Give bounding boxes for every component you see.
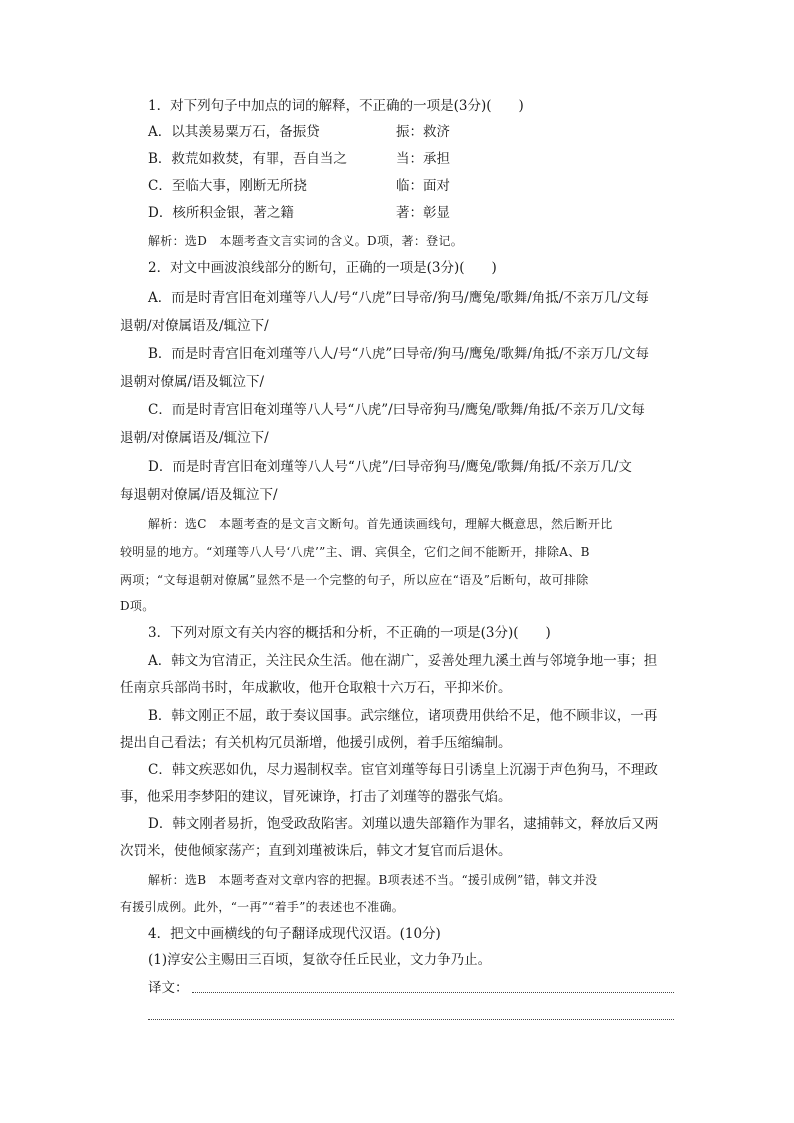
q2-option-c-line2: 退朝/对僚属语及/辄泣下/ — [120, 430, 269, 446]
q3-option-d-line2: 次罚米，使他倾家荡产；直到刘瑾被诛后，韩文才复官而后退休。 — [120, 843, 512, 859]
answer-line-2[interactable] — [148, 1019, 674, 1020]
q2-option-d-line2: 每退朝对僚属/语及辄泣下/ — [120, 487, 278, 503]
q2-explanation-line3: 两项；“文每退朝对僚属”显然不是一个完整的句子，所以应在“语及”后断句，故可排除 — [120, 573, 589, 587]
q1-stem: 1．对下列句子中加点的词的解释，不正确的一项是(3分)( ) — [148, 98, 524, 114]
q1-explanation: 解析：选D 本题考查文言实词的含义。D项，著：登记。 — [148, 234, 464, 248]
q3-option-c-line2: 事，他采用李梦阳的建议，冒死谏诤，打击了刘瑾等的嚣张气焰。 — [120, 789, 512, 805]
q3-explanation-line2: 有援引成例。此外，“一再”“着手”的表述也不准确。 — [120, 900, 405, 914]
q1-option-a-gloss: 振：救济 — [396, 124, 450, 140]
q2-option-b-line2: 退朝对僚属/语及辄泣下/ — [120, 374, 265, 390]
q2-option-a-line1: A．而是时青宫旧奄刘瑾等八人/号“八虎”曰导帝/狗马/鹰兔/歌舞/角抵/不亲万几/文每 — [148, 290, 649, 306]
q3-option-d-line1: D．韩文刚者易折，饱受政敌陷害。刘瑾以遗失部籍作为罪名，逮捕韩文，释放后又两 — [148, 816, 659, 832]
q1-option-c-gloss: 临：面对 — [396, 178, 450, 194]
q2-option-d-line1: D．而是时青宫旧奄刘瑾等八人号“八虎”/曰导帝狗马/鹰兔/歌舞/角抵/不亲万几/文 — [148, 459, 632, 475]
q3-option-a-line2: 任南京兵部尚书时，年成歉收，他开仓取粮十六万石，平抑米价。 — [120, 680, 512, 696]
q1-option-b-gloss: 当：承担 — [396, 151, 450, 167]
q2-explanation-line2: 较明显的地方。“刘瑾等八人号‘八虎’”主、谓、宾俱全，它们之间不能断开，排除A、B — [120, 545, 590, 559]
q1-option-d: D．核所积金银，著之籍 — [148, 205, 294, 221]
q3-explanation-line1: 解析：选B 本题考查对文章内容的把握。B项表述不当。“援引成例”错，韩文并没 — [148, 873, 598, 887]
q4-stem: 4．把文中画横线的句子翻译成现代汉语。(10分) — [148, 926, 441, 942]
q2-explanation-line1: 解析：选C 本题考查的是文言文断句。首先通读画线句，理解大概意思，然后断开比 — [148, 517, 613, 531]
answer-label: 译文： — [148, 980, 189, 996]
q4-sub1: (1)淳安公主赐田三百顷，复欲夺任丘民业，文力争乃止。 — [148, 952, 492, 968]
q3-option-a-line1: A．韩文为官清正，关注民众生活。他在湖广，妥善处理九溪土酋与邻境争地一事；担 — [148, 653, 658, 669]
q3-option-b-line2: 提出自己看法；有关机构冗员渐增，他援引成例，着手压缩编制。 — [120, 735, 512, 751]
q3-stem: 3．下列对原文有关内容的概括和分析，不正确的一项是(3分)( ) — [148, 625, 551, 641]
q1-option-b: B．救荒如救焚，有罪，吾自当之 — [148, 151, 347, 167]
q2-stem: 2．对文中画波浪线部分的断句，正确的一项是(3分)( ) — [148, 260, 497, 276]
q3-option-c-line1: C．韩文疾恶如仇，尽力遏制权幸。宦官刘瑾等每日引诱皇上沉溺于声色狗马，不理政 — [148, 762, 658, 778]
answer-line-1[interactable] — [192, 992, 674, 993]
q2-option-b-line1: B．而是时青宫旧奄刘瑾等八人/号“八虎”曰导帝/狗马/鹰兔/歌舞/角抵/不亲万几/文每 — [148, 346, 650, 362]
q1-option-d-gloss: 著：彰显 — [396, 205, 450, 221]
q2-option-c-line1: C．而是时青宫旧奄刘瑾等八人号“八虎”/曰导帝狗马/鹰兔/歌舞/角抵/不亲万几/文每 — [148, 402, 645, 418]
q2-explanation-line4: D项。 — [120, 599, 155, 613]
q3-option-b-line1: B．韩文刚正不屈，敢于奏议国事。武宗继位，诸项费用供给不足，他不顾非议，一再 — [148, 708, 658, 724]
q1-option-c: C．至临大事，刚断无所挠 — [148, 178, 307, 194]
q1-option-a: A．以其羡易粟万石，备振贷 — [148, 124, 320, 140]
q2-option-a-line2: 退朝/对僚属语及/辄泣下/ — [120, 318, 269, 334]
